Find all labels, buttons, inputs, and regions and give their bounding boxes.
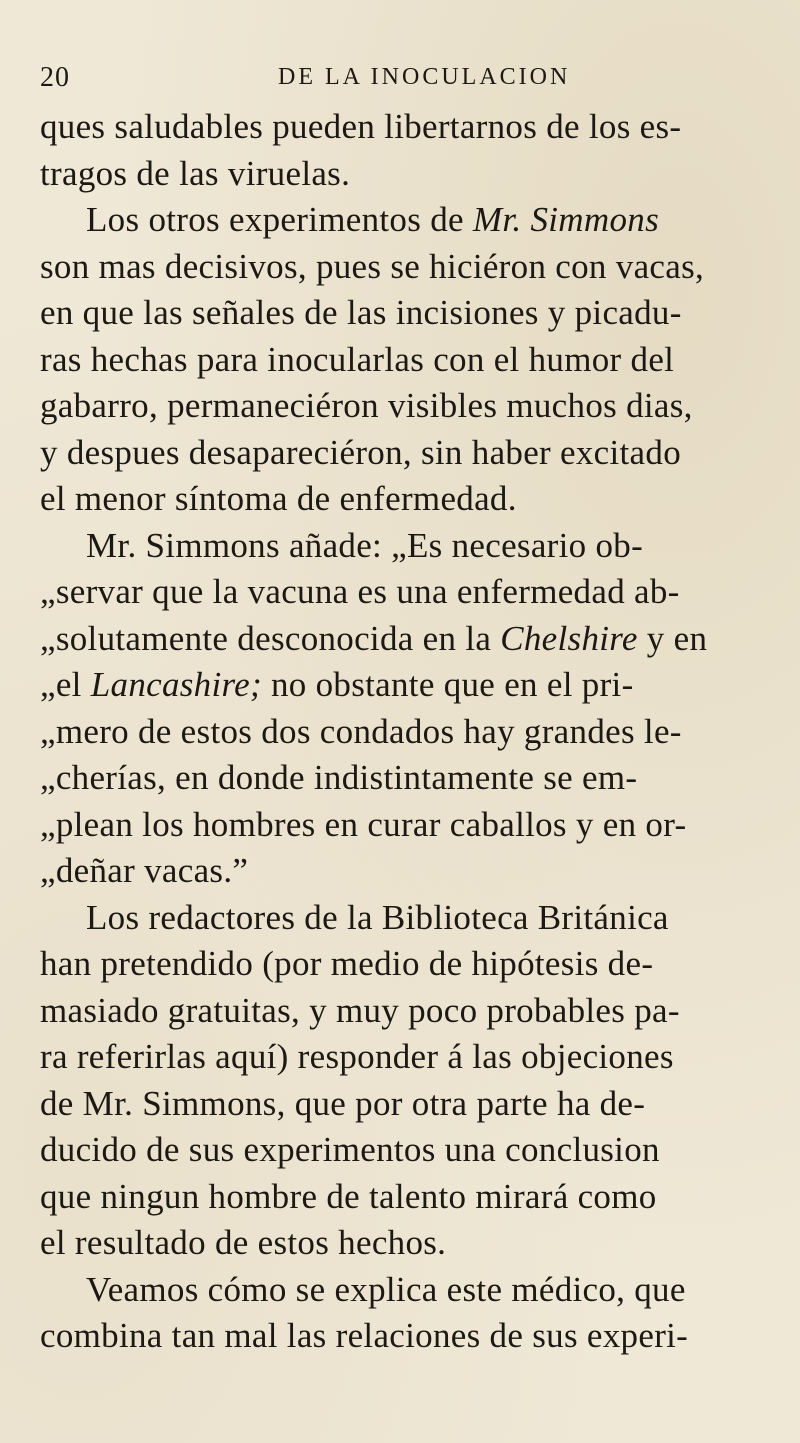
text-line — [40, 1081, 780, 1128]
text-run: ques saludables pueden libertarnos de los es- — [40, 107, 682, 146]
text-line — [40, 337, 780, 384]
text-line — [40, 1127, 780, 1174]
text-run: „deñar vacas.” — [40, 851, 249, 890]
text-run: „cherías, en donde indistintamente se em- — [40, 758, 638, 797]
text-line — [40, 1220, 780, 1267]
text-line — [40, 430, 780, 477]
text-run: y despues desapareciéron, sin haber excitado — [40, 432, 681, 472]
text-run: el menor síntoma de enfermedad. — [40, 479, 517, 518]
text-run: Mr. Simmons añade: „Es necesario ob- — [86, 525, 644, 565]
text-line — [40, 1034, 780, 1081]
text-line — [40, 290, 780, 337]
page-header — [40, 62, 780, 102]
text-line — [40, 244, 780, 291]
text-run: gabarro, permaneciéron visibles muchos dias, — [40, 386, 693, 425]
text-run: „el — [40, 665, 91, 704]
running-head: DE LA INOCULACION — [278, 64, 571, 90]
page-number: 20 — [40, 62, 70, 93]
text-line — [40, 383, 780, 430]
text-line — [40, 523, 780, 570]
text-run: son mas decisivos, pues se hiciéron con vacas, — [40, 246, 705, 286]
text-line — [40, 709, 780, 756]
text-line — [40, 1267, 780, 1314]
text-run: Veamos cómo se explica este médico, que — [86, 1269, 686, 1309]
italic-text: Mr. Simmons — [472, 200, 659, 239]
text-run: „servar que la vacuna es una enfermedad ab- — [40, 572, 680, 611]
text-run: Los otros experimentos de — [86, 200, 473, 239]
text-line — [40, 848, 780, 895]
text-run: „mero de estos dos condados hay grandes le- — [40, 711, 682, 751]
text-run: que ningun hombre de talento mirará como — [40, 1176, 657, 1216]
italic-text: Chelshire — [500, 618, 638, 658]
text-line — [40, 476, 780, 523]
text-run: „plean los hombres en curar caballos y en or- — [40, 804, 687, 844]
italic-text: Lancashire; — [90, 665, 262, 704]
text-run: ras hechas para inocularlas con el humor del — [40, 339, 675, 379]
text-run: masiado gratuitas, y muy poco probables pa- — [40, 990, 680, 1030]
text-run: en que las señales de las incisiones y picadu- — [40, 293, 682, 332]
text-line — [40, 941, 780, 988]
text-line — [40, 1174, 780, 1221]
text-line — [40, 802, 780, 849]
text-run: han pretendido (por medio de hipótesis de- — [40, 944, 654, 983]
text-run: Los redactores de la Biblioteca Británica — [86, 897, 669, 937]
text-line — [40, 104, 780, 151]
text-run: ducido de sus experimentos una conclusion — [40, 1130, 660, 1169]
body-text — [40, 104, 780, 1360]
text-run: no obstante que en el pri- — [261, 665, 634, 704]
text-line — [40, 151, 780, 198]
text-run: de Mr. Simmons, que por otra parte ha de- — [40, 1083, 646, 1123]
text-line — [40, 755, 780, 802]
text-line — [40, 895, 780, 942]
text-line — [40, 616, 780, 663]
text-run: „solutamente desconocida en la — [40, 618, 501, 658]
text-line — [40, 662, 780, 709]
text-run: el resultado de estos hechos. — [40, 1223, 447, 1262]
text-line — [40, 1313, 780, 1360]
text-run: tragos de las viruelas. — [40, 153, 351, 193]
text-run: combina tan mal las relaciones de sus experi- — [40, 1316, 689, 1355]
text-line — [40, 197, 780, 244]
text-run: y en — [637, 618, 708, 658]
text-line — [40, 569, 780, 616]
text-run: ra referirlas aquí) responder á las objeciones — [40, 1037, 674, 1076]
text-line — [40, 988, 780, 1035]
